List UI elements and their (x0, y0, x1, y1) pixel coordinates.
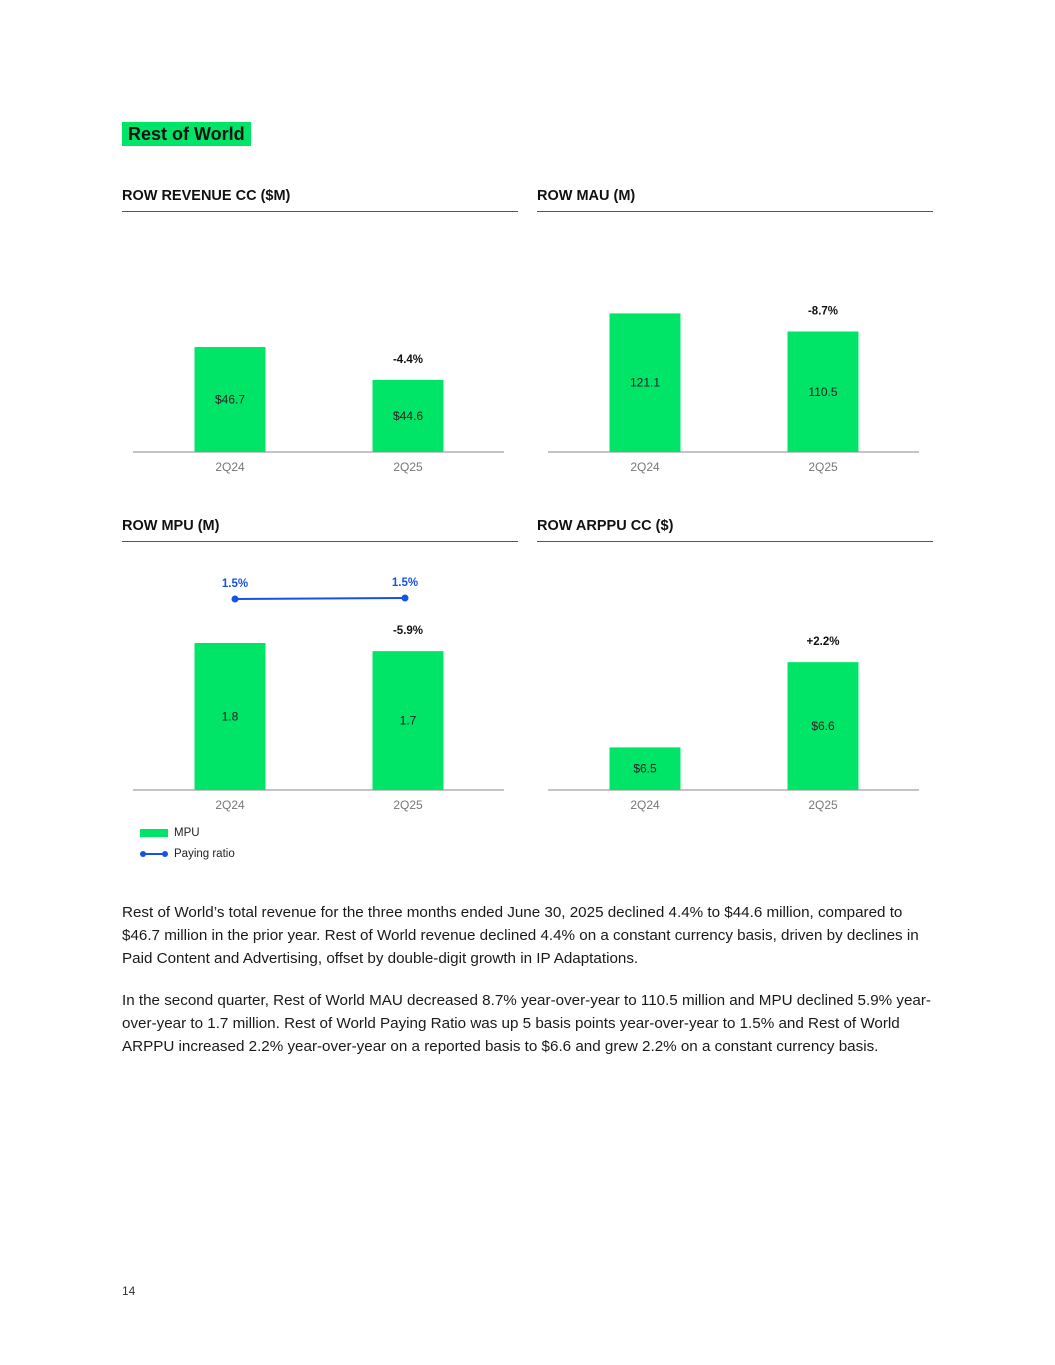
x-tick-label: 2Q25 (393, 460, 423, 474)
revenue-chart (122, 212, 518, 482)
revenue-chart-title: ROW REVENUE CC ($M) (122, 186, 518, 212)
legend-line-swatch (140, 849, 168, 859)
paying-ratio-line (235, 598, 405, 599)
change-label: -8.7% (807, 305, 839, 318)
bar-value-label: 110.5 (808, 384, 838, 399)
mau-chart-panel (537, 186, 933, 482)
bar-value-label: $46.7 (214, 392, 246, 407)
bar-value-label: 1.8 (221, 709, 239, 724)
x-tick-label: 2Q25 (808, 798, 838, 812)
legend-item-paying-ratio (140, 843, 235, 864)
arppu-chart-panel (537, 516, 933, 820)
x-tick-label: 2Q25 (808, 460, 838, 474)
change-label: +2.2% (806, 636, 840, 649)
legend-label-paying-ratio: Paying ratio (174, 847, 235, 860)
paragraph-revenue: Rest of World’s total revenue for the three months ended June 30, 2025 declined 4.4% to $44.6 million, compared to $46.7 million in the prior year. Rest of World revenue declined 4.4% on a constant currency basis, driven by declines in Paid Content and Advertising, offset by double-digit growth in IP Adaptations. (122, 904, 919, 967)
change-label: -4.4% (392, 353, 424, 366)
x-tick-label: 2Q24 (215, 798, 245, 812)
mpu-chart (122, 542, 518, 820)
body-text (122, 901, 942, 1077)
paying-ratio-label: 1.5% (391, 577, 419, 589)
x-tick-label: 2Q25 (393, 798, 423, 812)
bar-value-label: 121.1 (629, 375, 661, 390)
section-title: Rest of World (122, 122, 251, 146)
bar-value-label: $44.6 (392, 408, 424, 423)
mau-chart (537, 212, 933, 482)
mpu-chart-legend (140, 822, 235, 864)
legend-bar-swatch (140, 829, 168, 837)
mpu-chart-panel (122, 516, 518, 820)
x-tick-label: 2Q24 (215, 460, 245, 474)
paying-ratio-point (232, 596, 239, 603)
arppu-chart (537, 542, 933, 820)
bar-value-label: $6.5 (633, 761, 657, 776)
revenue-chart-panel (122, 186, 518, 482)
page-number: 14 (122, 1284, 136, 1298)
x-tick-label: 2Q24 (630, 460, 660, 474)
bar-value-label: $6.6 (811, 719, 835, 734)
paying-ratio-label: 1.5% (221, 578, 249, 590)
paying-ratio-point (402, 595, 409, 602)
change-label: -5.9% (392, 625, 424, 638)
paragraph-metrics: In the second quarter, Rest of World MAU decreased 8.7% year-over-year to 110.5 million and MPU declined 5.9% year-over-year to 1.7 million. Rest of World Paying Ratio was up 5 basis points year-over-year to 1.5% and Rest of World ARPPU increased 2.2% year-over-year on a reported basis to $6.6 and grew 2.2% on a constant currency basis. (122, 992, 931, 1055)
bar-value-label: 1.7 (399, 713, 417, 728)
mpu-chart-title: ROW MPU (M) (122, 516, 518, 542)
legend-label-mpu: MPU (174, 826, 200, 839)
x-tick-label: 2Q24 (630, 798, 660, 812)
arppu-chart-title: ROW ARPPU CC ($) (537, 516, 933, 542)
legend-item-mpu (140, 822, 235, 843)
mau-chart-title: ROW MAU (M) (537, 186, 933, 212)
